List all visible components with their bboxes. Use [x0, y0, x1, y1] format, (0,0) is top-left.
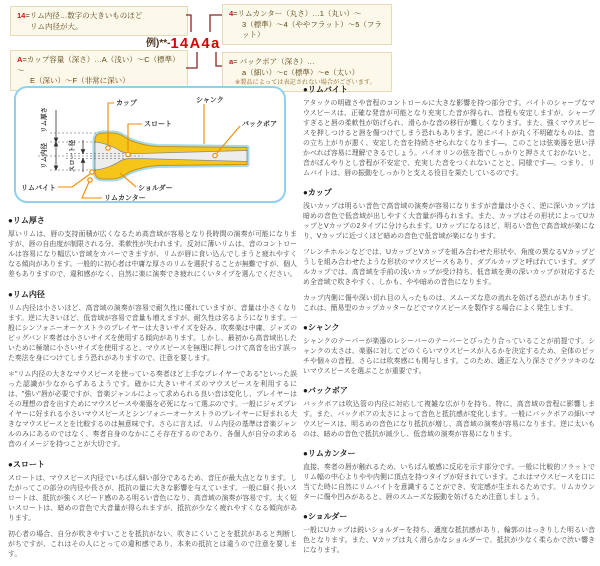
section-paragraph: 厚いリムは、唇の支持面積が広くなるため高音域が容易となり長時間の演奏が可能になりますが、唇の自由度が制限される分、柔軟性が失われます。反対に薄いリムは、音のコントロールは容易になり幅広い音域をカバーできますが、リムが唇に食い込んでしまうと疲れやすくなる傾向があります。一般的に初心者は中庸な厚さのリムを選択することが無難ですが、個人差もありますので、違和感がなく、自然に楽に演奏でき疲れにくいタイプを選んでください。: [8, 231, 297, 278]
section-paragraph: シャンクのテーパーが楽器のレシーバーのテーパーとぴったり合っていることが前提です。シャンクの太さは、楽器に対してどのくらいマウスピースが入るかを決定するため、全体のピッチや個々の音程、さらには吹奏感にも関与します。このため、適正な入り深さでグラツキのないマウスピースを選ぶことが重要です。: [303, 338, 595, 375]
legend-key: A: [17, 55, 23, 64]
section-heading-rim-bite: ●リムバイト: [303, 85, 348, 94]
section-paragraph: 初心者の場合、自分が吹きやすいことを抵抗がない、吹きにくいことを抵抗があると判断しがちですが、これはその人にとっての違和感であり、本来の抵抗とは違うので注意を要します。: [8, 531, 297, 558]
legend-key: 14: [17, 11, 26, 20]
rim-thickness-label: リム厚さ: [41, 107, 48, 133]
section-heading-shoulder: ●ショルダー: [303, 512, 348, 521]
legend-box-rim-inner-diameter: [10, 6, 188, 36]
section-heading-backbore: ●バックボア: [303, 386, 348, 395]
rim-bite-label: リムバイト: [21, 185, 56, 192]
legend-text-line2: リム内径が大。: [30, 21, 83, 31]
legend-box-rim-contour: [222, 4, 392, 45]
section-heading-cup: ●カップ: [303, 188, 332, 197]
legend-text: =リム内径…数字の大きいものほど: [25, 11, 143, 20]
section-paragraph: アタックの明確さや音程のコントロールに大きな影響を持つ部分です。バイトのシャープなマウスピースは、正確な発音が可能となり充実した音が得られ、音程も安定しますが、シャープすぎると唇の柔軟性が妨げられ、滑らかな音の移行が難しくなります。また、強くマウスピースを押しつけると唇を傷つけてしまう恐れもあります。逆にバイトが丸く不明確なものは、音の立ち上がりが悪く、安定した音を持続させられなくなります―。このことは弦楽器を思い浮かべれば容易に理解できるでしょう。バイオリンの弦を指でしっかりと押さえておかないと、音がぼんやりとし音程が不安定で、充実した音をつくれないことと、同様です―。つまり、リムバイトは、唇の振動をしっかりと支える役目を果たしているのです。: [303, 100, 595, 177]
section-heading-rim-thickness: ●リム厚さ: [8, 216, 45, 225]
section-heading-shank: ●シャンク: [303, 323, 340, 332]
throat-diameter-label: スロート径: [69, 139, 76, 173]
legend-text-line2: E（深い）～F（非常に深い）: [30, 76, 130, 85]
legend-text: =リムカンター（丸さ）…1（丸い）～: [233, 9, 362, 18]
legend-text-line2: a（細い）～c（標準）～e（太い）: [242, 67, 360, 77]
rim-contour-label: リムカンター: [104, 195, 146, 202]
legend-text-line2: 3（標準）～4（ややフラット）～5（フラット）: [242, 19, 382, 39]
example-prefix: 例)**-: [146, 38, 171, 49]
example-code: 14A4a: [170, 36, 221, 52]
throat-label: スロート: [144, 121, 172, 128]
model-code-example: [146, 34, 221, 53]
left-column: [8, 84, 297, 566]
shank-label: シャンク: [196, 97, 224, 104]
section-paragraph: スロートは、マウスピース内径でいちばん細い部分であるため、音圧が最大点となります。したがってこの部分の内径や長さが、抵抗の量に大きな影響を与えています。一般に細く長いスロートは、抵抗が強くスピード感のある明るい音色になり、高音域の演奏が容易です。太く短いスロートは、暗めの音色で大音量が得られますが、抵抗が少なく疲れやすくなる傾向があります。: [8, 475, 297, 522]
section-paragraph: フレンチホルンなどでは、UカップとVカップを組み合わせた形状や、角度の異なるVカップどうしを組み合わせたような形状のマウスピースもあり、ダブルカップと呼ばれています。ダブルカップでは、高音域を手前の浅いカップが受け持ち、低音域を奥の深いカップが対応するため全音域で吹きやすく、しかも、やや暗めの音色になります。: [303, 249, 595, 286]
section-paragraph: バックボアは吹込管の内径に対応して複雑な広がりを持ち、特に、高音域の音程に影響します。また、バックボアの太さによって音色と抵抗感が変化します。一般にバックボアの細いマウスピースは、明るめの音色になり抵抗が増し、高音域の演奏が容易になります。逆に太いものは、暗めの音色で抵抗が減少し、低音域の演奏が容易になります。: [303, 401, 595, 438]
legend-key: 4: [229, 9, 234, 18]
section-paragraph: ＊"リム内径の大きなマウスピースを使っている奏者ほど上手なプレイヤーである"といった誤った認識が少なからずあるようです。確かに大きいサイズのマウスピースを利用するには、"強い"唇が必要ですが、音楽ジャンルによって求められる良い音は変化し、プレイヤーはその理想の音を出すためにマウスピースや楽器を必死になって選ぶのです。一般にジャズプレイヤーに好まれる小さいマウスピースとシンフォニーオーケストラのプレイヤーに好まれる大きなマウスピースとを比較するのは無意味です。さらに言えば、リム内径の基準は音楽ジャンルのみにあるのではなく、奏者自身のなかにこそ存在するのであり、各個人が自分の求める音のイメージを持つことが大切です。: [8, 371, 297, 448]
legend-key: a: [229, 57, 234, 66]
section-paragraph: 浅いカップは明るい音色で高音域の演奏が容易になりますが音量は小さく、逆に深いカップは暗めの音色で低音域が出しやすく大音量が得られます。また、カップはその形状によってUカップとVカップの2タイプに分けられます。Uカップになるほど、明るい音色で高音域が楽になり、Vカップに近づくほど暗めの音色で低音域が楽になります。: [303, 203, 595, 240]
legend-text: =カップ容量（深さ）…A（浅い）～C（標準）～: [17, 55, 180, 75]
rim-inner-diameter-label: リム内径: [41, 143, 48, 169]
cup-label: カップ: [116, 100, 137, 107]
section-heading-throat: ●スロート: [8, 460, 45, 469]
shoulder-label: ショルダー: [138, 185, 173, 192]
section-paragraph: カップ内側に傷や深い切れ目の入ったものは、スムーズな息の流れを妨げる恐れがあります。これは、簡易型のカップカッターなどでマウスピースを製作する場合によく発生します。: [303, 295, 595, 312]
backbore-label: バックボア: [242, 121, 277, 128]
section-paragraph: 一般にUカップは鋭いショルダーを持ち、適度な抵抗感があり、輪郭のはっきりした明るい音色となります。また、Vカップは丸く滑らかなショルダーで、抵抗が少なく柔らかで渋い響きになります。: [303, 527, 595, 554]
legend-text: = バックボア（深さ）…: [233, 57, 315, 66]
section-heading-rim-contour: ●リムカンター: [303, 449, 356, 458]
section-paragraph: リム内径は小さいほど、高音域の演奏が容易で耐久性に優れていますが、音量は小さくなります。逆に大きいほど、低音域が容易で音量も増えますが、耐久性は劣るようになります。一般にシンフォニーオーケストラのプレイヤーは大きいサイズを好み、吹奏楽は中庸、ジャズのビッグバンド奏者は小さいサイズを使用する傾向があります。しかし、最初から高音域出したいために極端に小さいサイズを使用すると、マウスピースを無理に押しつけて高音を出す誤った奏法を身につけてしまう恐れがありますので、注意を要します。: [8, 305, 297, 362]
right-column: [303, 84, 595, 562]
legend-note: ※製品によっては表記されない場合がございます。: [235, 79, 376, 86]
section-paragraph: 直接、奏者の唇が触れるため、いちばん敏感に反応を示す部分です。一般に比較的フラットでリム幅の中心よりやや内側に頂点を持つタイプが好まれています。これはマウスピースを口に当てた時に自然にリムバイトを意識することができ、安定感が生まれるためです。リムカウンターに傷や凹みがあると、唇のスムーズな振動を妨げるため注意しましょう。: [303, 464, 595, 501]
section-heading-rim-inner-diameter: ●リム内径: [8, 290, 45, 299]
mouthpiece-cross-section-diagram: [8, 86, 290, 206]
